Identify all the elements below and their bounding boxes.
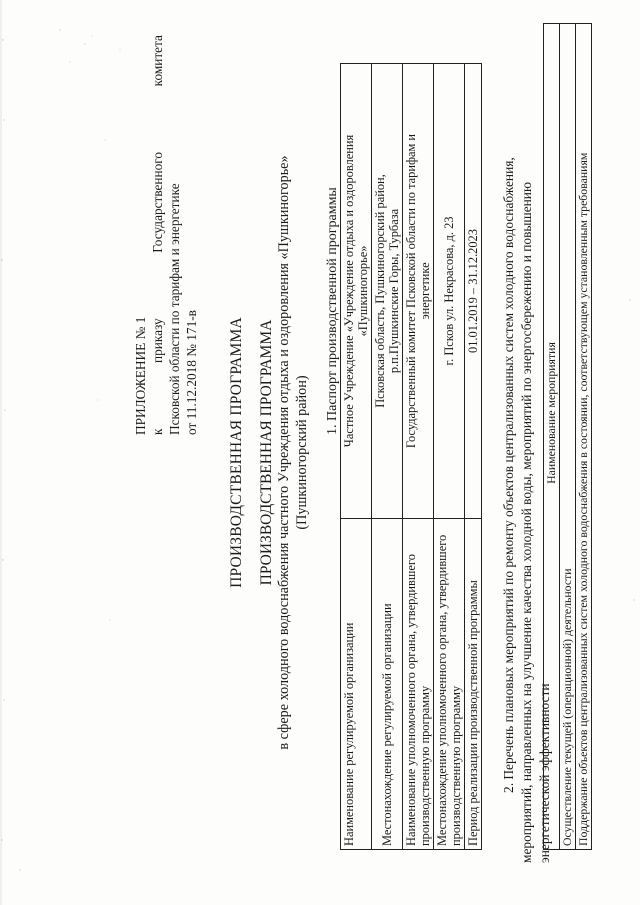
program-scope: в сфере холодного водоснабжения частного Учреждения отдыха и оздоровления «Пушкиногорье»: [276, 155, 292, 750]
cell-text: Местонахождение уполномоченного органа, утвердившего: [435, 534, 449, 846]
appendix-word: к: [150, 428, 165, 435]
passport-value: [403, 64, 434, 519]
passport-key: [465, 519, 482, 850]
cell-text: производственную программу: [449, 685, 463, 846]
cell-text: энергетике: [418, 262, 432, 320]
program-heading: ПРОИЗВОДСТВЕННАЯ ПРОГРАММА: [258, 319, 275, 586]
passport-key: [434, 519, 465, 850]
cell-text: г. Псков ул. Некрасова, д. 23: [442, 216, 456, 366]
passport-value: [465, 64, 482, 519]
measures-row-text: Осуществление текущей (операционной) деятельности: [560, 24, 576, 850]
cell-text: Государственный комитет Псковской области по тарифам и: [404, 133, 418, 449]
appendix-date-line: от 11.12.2018 № 171-в: [184, 310, 199, 435]
table-row: [372, 64, 403, 850]
section-1-title: 1. Паспорт производственной программы: [325, 187, 340, 435]
cell-text: 01.01.2019 – 31.12.2023: [466, 229, 480, 353]
table-row: [544, 24, 560, 850]
appendix-title: ПРИЛОЖЕНИЕ № 1: [133, 316, 148, 435]
cell-text: Псковская область, Пушкиногорский район,: [373, 174, 387, 408]
cell-text: Местонахождение регулируемой организации: [380, 603, 394, 846]
cell-text: Наименование уполномоченного органа, утвердившего: [404, 554, 418, 846]
section-2-line: 2. Перечень плановых мероприятий по ремонту объектов централизованных систем холодного водоснабжения,: [501, 157, 516, 793]
appendix-order-line: [149, 35, 166, 435]
measures-header: Наименование мероприятия: [544, 24, 560, 850]
passport-key: [341, 519, 372, 850]
passport-value: [434, 64, 465, 519]
table-row: [576, 24, 592, 850]
cell-text: Частное Учреждение «Учреждение отдыха и оздоровления: [342, 134, 356, 448]
main-heading: ПРОИЗВОДСТВЕННАЯ ПРОГРАММА: [228, 317, 245, 588]
appendix-word: приказу: [150, 318, 165, 363]
appendix-word: Государственного: [150, 151, 165, 253]
passport-table: [340, 63, 482, 850]
cell-text: Период реализации производственной программы: [466, 580, 480, 846]
table-row: [341, 64, 372, 850]
table-row: [434, 64, 465, 850]
measures-row-text: Поддержание объектов централизованных систем холодного водоснабжения в состоянии, соответствующем установленным требованиям: [576, 24, 592, 850]
cell-text: производственную программу: [418, 685, 432, 846]
table-row: [465, 64, 482, 850]
passport-value: [341, 64, 372, 519]
passport-key: [372, 519, 403, 850]
program-district: (Пушкиногорский район): [294, 375, 310, 530]
appendix-word: комитета: [150, 35, 165, 87]
measures-table: [543, 23, 592, 850]
cell-text: р.п.Пушкинские Горы, Турбаза: [387, 208, 401, 374]
cell-text: Наименование регулируемой организации: [342, 622, 356, 846]
table-row: [403, 64, 434, 850]
passport-value: [372, 64, 403, 519]
passport-key: [403, 519, 434, 850]
cell-text: «Пушкиногорье»: [356, 245, 370, 337]
section-2-line: энергетической эффективности: [537, 683, 552, 863]
appendix-header-block: [132, 15, 200, 435]
table-row: [560, 24, 576, 850]
appendix-committee-line: Псковской области по тарифам и энергетике: [167, 183, 182, 435]
section-2-line: мероприятий, направленных на улучшение качества холодной воды, мероприятий по энергосбережению и повышению: [519, 182, 534, 863]
